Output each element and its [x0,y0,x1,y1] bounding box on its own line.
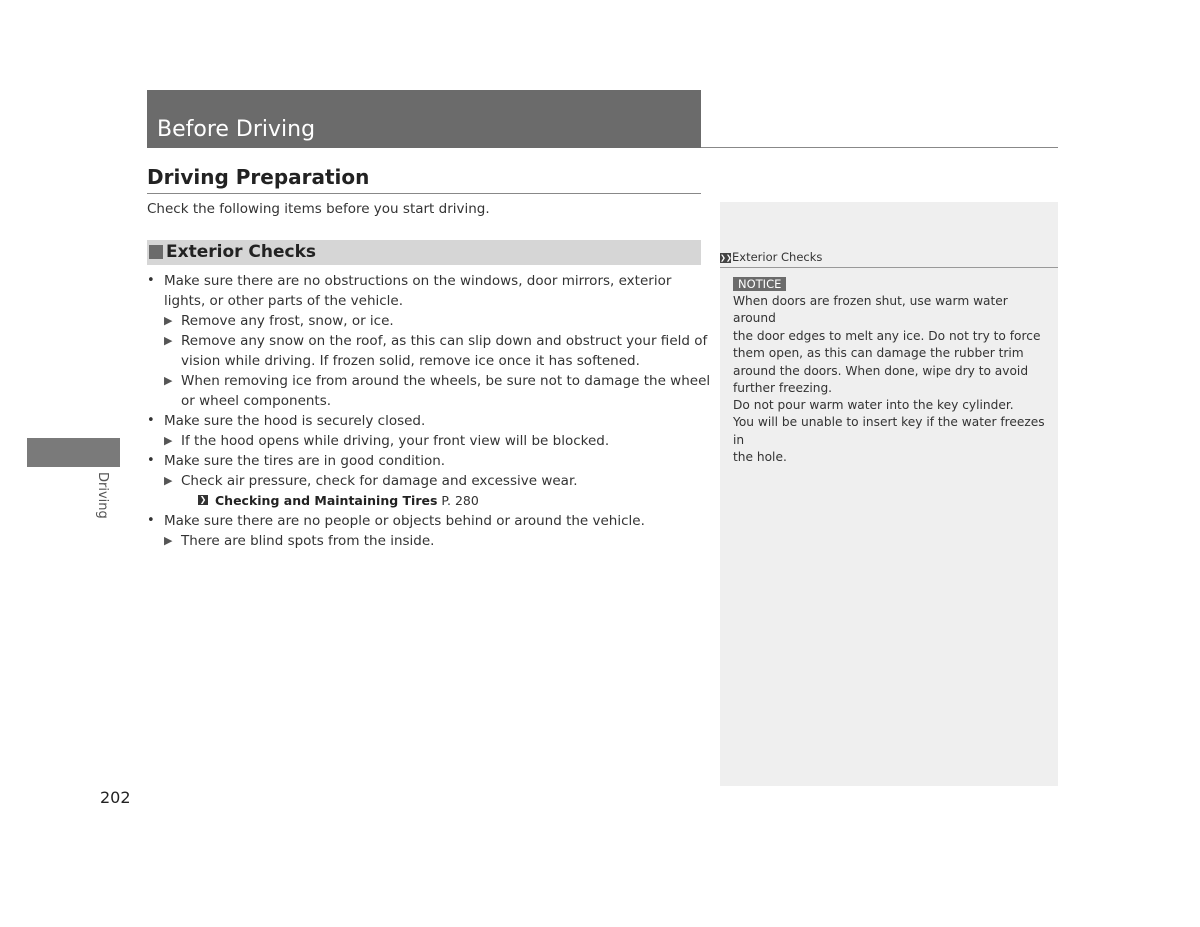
list-item-text: Make sure the tires are in good condition. [164,453,446,469]
sub-item-text: Remove any snow on the roof, as this can slip down and obstruct your field of [181,333,708,349]
sub-item-continued [147,391,707,411]
notice-line: them open, as this can damage the rubber trim [733,346,1024,361]
list-item [147,271,707,291]
sub-item-text: If the hood opens while driving, your front view will be blocked. [181,433,610,449]
bullet-icon: • [147,273,155,288]
square-marker-icon [149,245,163,259]
reference-arrow-icon: ❯ [199,495,207,504]
notice-line: further freezing. [733,381,833,396]
bullet-icon: • [147,413,155,428]
extra-line: the hole. [733,450,787,465]
sub-item-text: Remove any frost, snow, or ice. [181,313,394,329]
thumb-tab-label: Driving [95,472,110,519]
triangle-right-icon: ▶ [164,334,173,347]
list-item [147,451,707,471]
chapter-banner [147,90,701,148]
section-title: Driving Preparation [147,165,370,189]
notice-line: the door edges to melt any ice. Do not try to force [733,328,1041,343]
bullet-icon: • [147,453,155,468]
notice-line: around the doors. When done, wipe dry to avoid [733,363,1029,378]
subsection-title: Exterior Checks [166,242,317,262]
side-reference [720,250,822,264]
notice-badge: NOTICE [733,277,786,291]
sub-item-text: Check air pressure, check for damage and excessive wear. [181,473,578,489]
sub-item-text: When removing ice from around the wheels, be sure not to damage the wheel [181,373,711,389]
extra-line: You will be unable to insert key if the water freezes in [733,415,1045,447]
chapter-rule [701,147,1058,148]
extra-note-text [733,397,1053,467]
side-notes-panel [720,202,1058,786]
triangle-right-icon: ▶ [164,474,173,487]
extra-line: Do not pour warm water into the key cylinder. [733,398,1014,412]
cross-reference-link[interactable] [147,491,707,511]
sub-item [147,531,707,551]
chapter-title: Before Driving [157,117,316,142]
reference-arrow-icon: ❯❯ [720,253,732,262]
sub-item [147,371,711,391]
list-item-text: Make sure the hood is securely closed. [164,413,426,429]
xref-title: Checking and Maintaining Tires [215,493,438,508]
sub-item [147,431,707,451]
list-item-text: lights, or other parts of the vehicle. [164,293,404,309]
list-item [147,411,707,431]
sub-item [147,331,707,351]
page-number: 202 [100,788,131,807]
sub-item [147,471,707,491]
triangle-right-icon: ▶ [164,534,173,547]
notice-line: When doors are frozen shut, use warm water around [733,294,1008,326]
list-item [147,511,707,531]
sub-item-text: or wheel components. [181,393,332,409]
triangle-right-icon: ▶ [164,374,173,387]
triangle-right-icon: ▶ [164,434,173,447]
exterior-checks-list [147,271,711,551]
sub-item-continued [147,351,707,371]
chapter-thumb-tab[interactable] [27,438,120,467]
sub-item-text: There are blind spots from the inside. [181,533,435,549]
section-intro: Check the following items before you start driving. [147,201,490,217]
notice-text [733,293,1053,397]
sub-item-text: vision while driving. If frozen solid, remove ice once it has softened. [181,353,640,369]
section-rule [147,193,701,194]
sub-item [147,311,707,331]
subsection-header [147,240,701,265]
triangle-right-icon: ▶ [164,314,173,327]
list-item-continued [147,291,707,311]
xref-page: P. 280 [441,493,479,508]
list-item-text: Make sure there are no people or objects behind or around the vehicle. [164,513,645,529]
bullet-icon: • [147,513,155,528]
side-reference-label: Exterior Checks [732,250,823,264]
list-item-text: Make sure there are no obstructions on the windows, door mirrors, exterior [164,273,672,289]
side-rule [720,267,1058,268]
